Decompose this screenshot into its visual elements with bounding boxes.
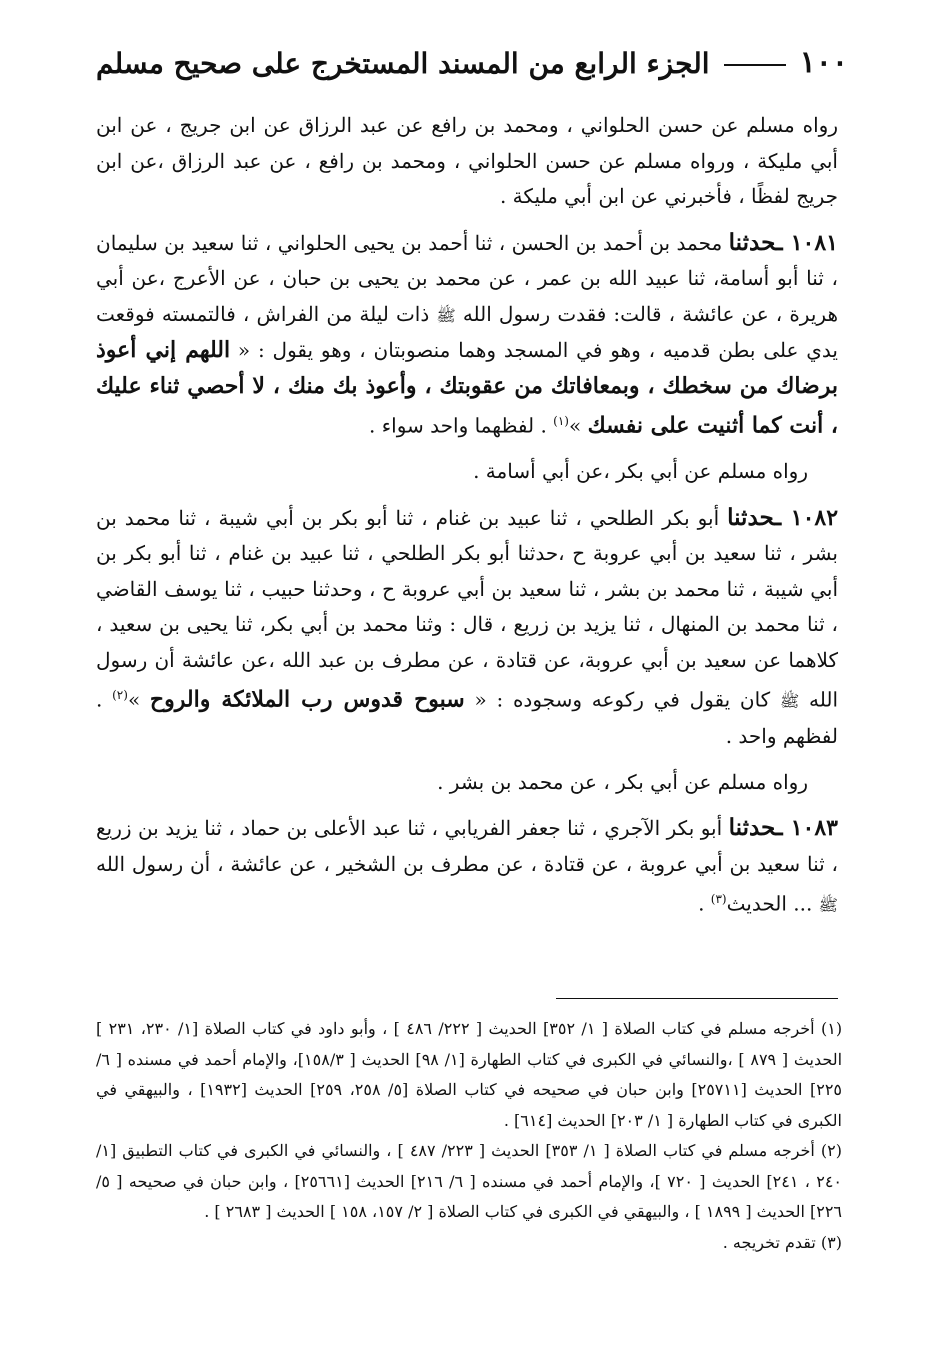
footnote-ref: (١): [553, 414, 569, 428]
page-number: ١٠٠: [799, 45, 848, 80]
haddathana-lead: ـحدثنا: [728, 228, 791, 256]
footnote-ref: (٣): [710, 892, 727, 907]
footnote-separator: [556, 998, 838, 999]
haddathana-lead: ـحدثنا: [728, 814, 791, 842]
isnad-text: محمد بن أحمد بن الحسن ، ثنا أحمد بن يحيى الحلواني ، ثنا سعيد بن سليمان ، ثنا أبو أسامة، ثنا عبيد الله بن عمر ، عن محمد بن يحيى بن حبان ، عن الأعرج ،عن أبي هريرة ، عن عائشة ، قالت: فقدت رسول الله: [96, 230, 838, 326]
isnad-text: كان يقول في ركوعه وسجوده : «: [464, 687, 780, 712]
hadith-1081: [96, 225, 838, 445]
matn-text: اللهم إني أعوذ برضاك من سخطك ، وبمعافاتك من عقوبتك ، وأعوذ بك منك ، لا أحصي ثناء عليك ، أنت كما أثنيت على نفسك: [96, 337, 838, 439]
footnotes: [96, 1014, 842, 1258]
footnote-2: (٢) أخرجه مسلم في كتاب الصلاة [ ١/ ٣٥٣] الحديث [ ٢٢٣/ ٤٨٧ ] ، والنسائي في الكبرى في كتاب التطبيق [١/ ٢٤٠ ، ٢٤١] الحديث [ ٧٢٠ ]، والإمام أحمد في مسنده [ ٦/ ٢١٦] الحديث [٢٥٦٦١] ، وابن حبان في صحيحه [ ٥/ ٢٢٦] الحديث [ ١٨٩٩ ] ، والبيهقي في الكبرى في كتاب الصلاة [ ٢/ ١٥٧، ١٥٨ ] الحديث [ ٢٦٨٣ ] .: [96, 1141, 843, 1221]
footnote-1: (١) أخرجه مسلم في كتاب الصلاة [ ١/ ٣٥٢] الحديث [ ٢٢٢/ ٤٨٦ ] ، وأبو داود في كتاب الصلاة [١/ ٢٣٠، ٢٣١ ] الحديث [ ٨٧٩ ] ،والنسائي في الكبرى في كتاب الطهارة [١/ ٩٨] الحديث [ ١٥٨/٣]، والإمام أحمد في مسنده [ ٦/ ٢٢٥] الحديث [٢٥٧١١] وابن حبان في صحيحه في كتاب الصلاة [٥/ ٢٥٨، ٢٥٩] الحديث [١٩٣٢] ، والبيهقي في الكبرى في كتاب الطهارة [ ١/ ٢٠٣] الحديث [٦١٤] .: [96, 1019, 843, 1130]
main-text: [96, 108, 838, 933]
hadith-number: ١٠٨٢: [790, 504, 839, 531]
hadith-number: ١٠٨٣: [790, 815, 838, 842]
page-header: [96, 20, 848, 80]
riwaya-line: رواه مسلم عن أبي بكر ،عن أبي أسامة .: [473, 459, 808, 484]
intro-paragraph: رواه مسلم عن حسن الحلواني ، ومحمد بن رافع عن عبد الرزاق عن ابن جريج ، عن ابن أبي مليكة ، ورواه مسلم عن حسن الحلواني ، ومحمد بن رافع ، عن عبد الرزاق ،عن ابن جريج لفظًا ، فأخبرني عن ابن أبي مليكة .: [96, 113, 838, 208]
salawat-ligature: ﷺ: [779, 691, 800, 711]
hadith-tail: . لفظهما واحد سواء .: [369, 413, 554, 438]
running-title: الجزء الرابع من المسند المستخرج على صحيح مسلم: [96, 47, 710, 80]
footnote-ref: (٢): [112, 688, 128, 703]
hadith-1082: [96, 500, 838, 755]
isnad-text: ذات ليلة من الفراش ، فالتمسته فوقعت يدي على بطن قدميه ، وهو في المسجد وهما منصوبتان ، وهو يقول : «: [96, 301, 838, 362]
salawat-ligature: ﷺ: [436, 305, 456, 325]
header-rule: [724, 64, 786, 66]
riwaya-line: رواه مسلم عن أبي بكر ، عن محمد بن بشر .: [437, 769, 808, 794]
hadith-tail: .: [698, 891, 711, 916]
matn-text: سبوح قدوس رب الملائكة والروح: [149, 686, 465, 713]
hadith-1083: [96, 810, 838, 923]
hadith-number: ١٠٨١: [790, 229, 838, 256]
quote-close: »: [568, 413, 588, 438]
isnad-text: ... الحديث: [726, 891, 819, 916]
isnad-text: أبو بكر الآجري ، ثنا جعفر الفريابي ، ثنا عبد الأعلى بن حماد ، ثنا يزيد بن زريع ، ثنا سعيد بن أبي عروبة ، عن قتادة ، عن مطرف بن الشخير ، عن عائشة ، أن رسول الله: [96, 816, 838, 876]
haddathana-lead: ـحدثنا: [727, 503, 791, 531]
quote-close: »: [127, 687, 150, 712]
salawat-ligature: ﷺ: [818, 895, 838, 915]
footnote-3: (٣) تقدم تخريجه .: [722, 1232, 842, 1252]
hadith-tail: . لفظهم واحد .: [96, 687, 838, 749]
isnad-text: أبو بكر الطلحي ، ثنا عبيد بن غنام ، ثنا أبو بكر بن أبي شيبة ، ثنا محمد بن بشر ، ثنا سعيد بن أبي عروبة ح ،حدثنا أبو بكر الطلحي ، ثنا عبيد بن غنام ، ثنا أبو بكر بن أبي شيبة ، ثنا محمد بن بشر ، ثنا سعيد بن أبي عروبة ح ، وحدثنا حبيب ، ثنا يوسف القاضي ، ثنا محمد بن المنهال ، ثنا يزيد بن زريع ، قال : وثنا محمد بن أبي بكر، ثنا يحيى بن سعيد ، كلاهما عن سعيد بن أبي عروبة، عن قتادة ، عن مطرف بن عبد الله ،عن عائشة أن رسول الله: [96, 505, 839, 712]
